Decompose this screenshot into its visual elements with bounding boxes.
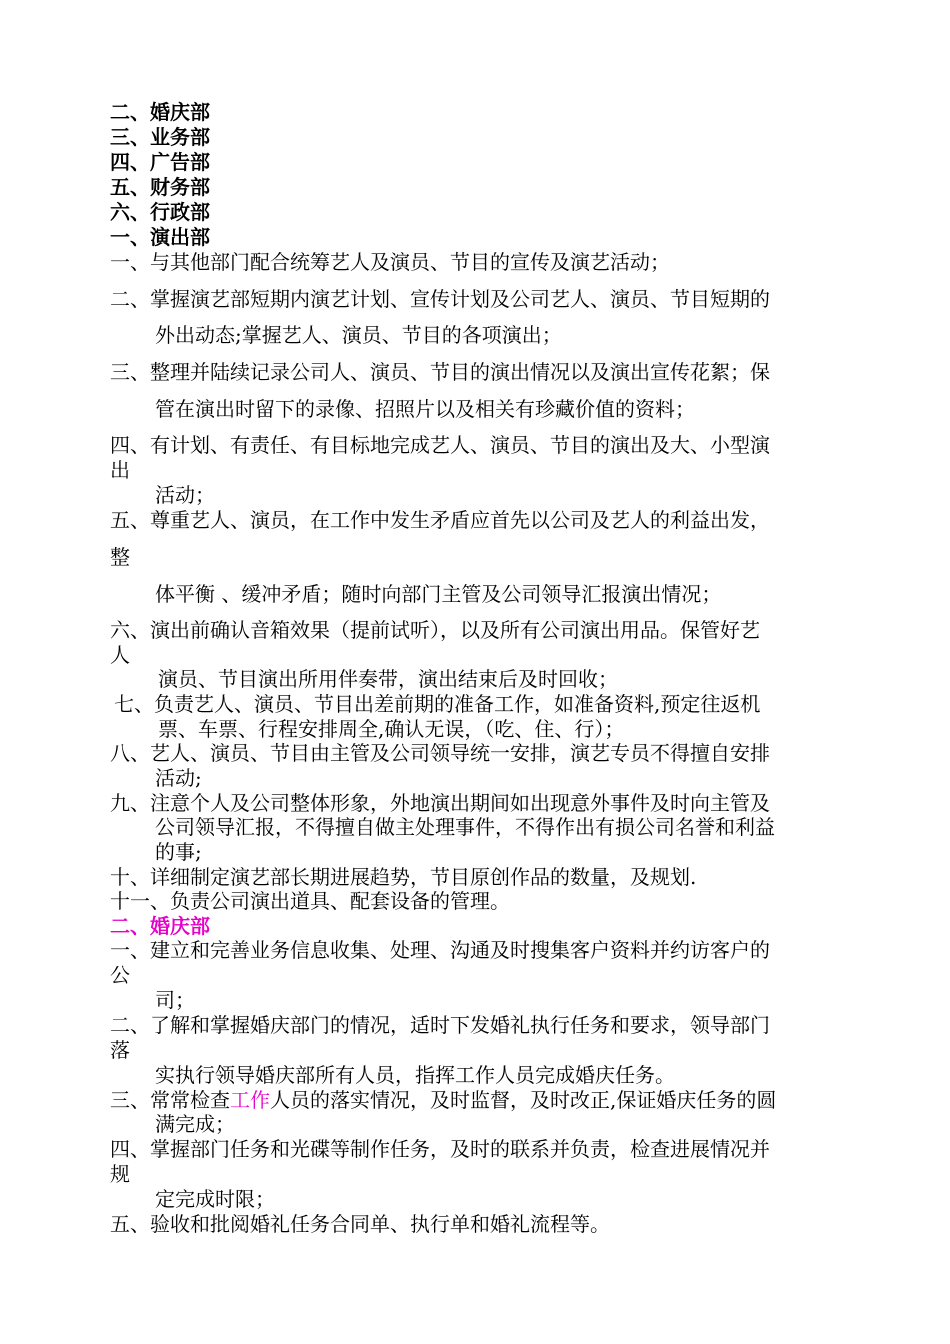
- duty-line: 演员、节目演出所用伴奏带，演出结束后及时回收；: [158, 667, 618, 691]
- duty-line: 一、与其他部门配合统筹艺人及演员、节目的宣传及演艺活动；: [110, 250, 670, 274]
- duty-line: 实执行领导婚庆部所有人员，指挥工作人员完成婚庆任务。: [155, 1063, 675, 1087]
- duty-line: 四、掌握部门任务和光碟等制作任务，及时的联系并负责，检查进展情况并: [110, 1137, 770, 1161]
- duty-line: 外出动态;掌握艺人、演员、节目的各项演出；: [155, 323, 562, 347]
- duty-line: 七、负责艺人、演员、节目出差前期的准备工作，如准备资料,预定往返机: [114, 692, 761, 716]
- duty-line: 十一、负责公司演出道具、配套设备的管理。: [110, 889, 510, 913]
- duty-line: 票、车票、行程安排周全,确认无误，（吃、住、行）；: [158, 717, 625, 741]
- duty-line: 整: [110, 545, 130, 569]
- duty-line: 公: [110, 963, 130, 987]
- duty-line: 人: [110, 643, 130, 667]
- highlighted-word: 工作: [230, 1088, 270, 1112]
- duty-line: 满完成；: [155, 1112, 235, 1136]
- toc-item: 五、财务部: [110, 175, 210, 199]
- duty-line: 公司领导汇报，不得擅自做主处理事件，不得作出有损公司名誉和利益: [155, 815, 775, 839]
- duty-line: 活动;: [155, 766, 202, 790]
- duty-line: 二、掌握演艺部短期内演艺计划、宣传计划及公司艺人、演员、节目短期的: [110, 287, 770, 311]
- duty-line: 四、有计划、有责任、有目标地完成艺人、演员、节目的演出及大、小型演: [110, 433, 770, 457]
- duty-line: 规: [110, 1162, 130, 1186]
- section-heading-wedding: 二、婚庆部: [110, 914, 210, 938]
- duty-line: 活动；: [155, 483, 215, 507]
- section-heading-performance: 一、演出部: [110, 225, 210, 249]
- duty-line: 十、详细制定演艺部长期进展趋势，节目原创作品的数量，及规划.: [110, 865, 697, 889]
- duty-line: 管在演出时留下的录像、招照片以及相关有珍藏价值的资料；: [155, 397, 695, 421]
- duty-line: 六、演出前确认音箱效果（提前试听），以及所有公司演出用品。保管好艺: [110, 618, 760, 642]
- duty-line: 九、注意个人及公司整体形象，外地演出期间如出现意外事件及时向主管及: [110, 791, 770, 815]
- duty-line: 三、整理并陆续记录公司人、演员、节目的演出情况以及演出宣传花絮；保: [110, 360, 770, 384]
- duty-line: 八、艺人、演员、节目由主管及公司领导统一安排，演艺专员不得擅自安排: [110, 741, 770, 765]
- duty-line: 五、尊重艺人、演员，在工作中发生矛盾应首先以公司及艺人的利益出发，: [110, 508, 770, 532]
- duty-line: 五、验收和批阅婚礼任务合同单、执行单和婚礼流程等。: [110, 1212, 610, 1236]
- duty-line: 落: [110, 1038, 130, 1062]
- toc-item: 四、广告部: [110, 150, 210, 174]
- toc-item: 二、婚庆部: [110, 100, 210, 124]
- duty-line: 二、了解和掌握婚庆部门的情况，适时下发婚礼执行任务和要求，领导部门: [110, 1013, 770, 1037]
- duty-line: 的事;: [155, 840, 202, 864]
- toc-item: 六、行政部: [110, 200, 210, 224]
- duty-line: 体平衡 、缓冲矛盾；随时向部门主管及公司领导汇报演出情况；: [155, 582, 722, 606]
- toc-item: 三、业务部: [110, 125, 210, 149]
- duty-text: 人员的落实情况，及时监督，及时改正,保证婚庆任务的圆: [270, 1088, 777, 1112]
- duty-line: 司；: [155, 988, 195, 1012]
- duty-line: 一、建立和完善业务信息收集、处理、沟通及时搜集客户资料并约访客户的: [110, 938, 770, 962]
- duty-line: 定完成时限；: [155, 1187, 275, 1211]
- duty-line: 出: [110, 458, 130, 482]
- duty-line: [110, 1088, 776, 1112]
- duty-text: 三、常常检查: [110, 1088, 230, 1112]
